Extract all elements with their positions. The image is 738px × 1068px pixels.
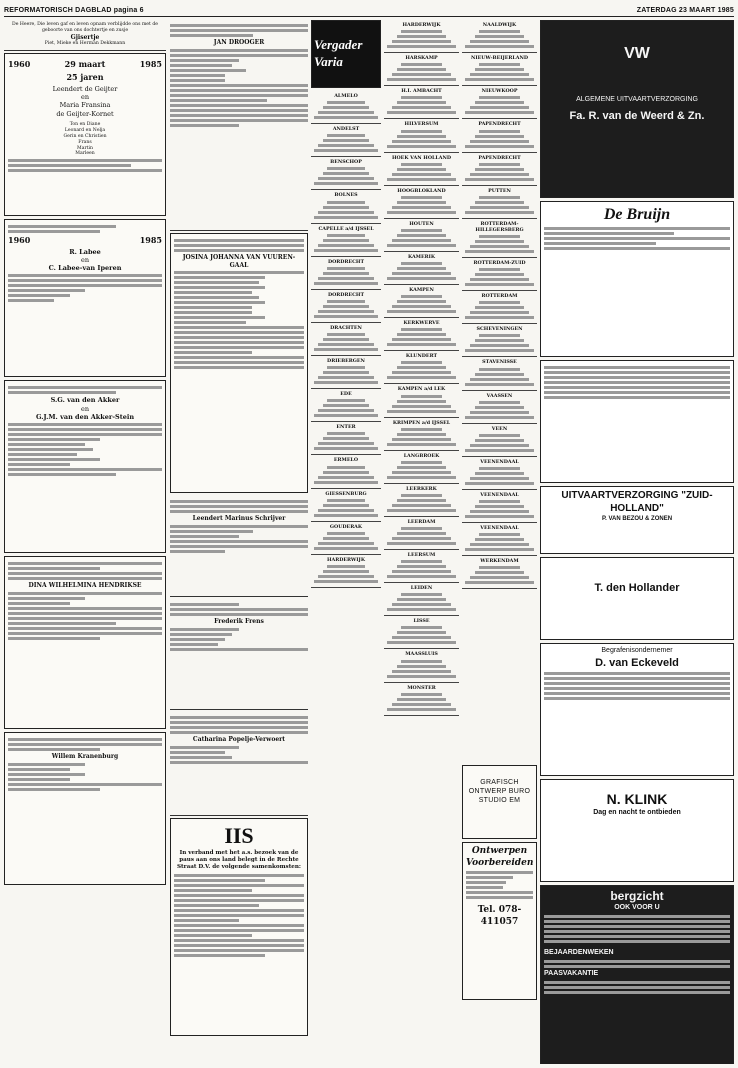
ad-title: De Bruijn bbox=[603, 206, 671, 223]
ad-sub: Dag en nacht te ontbieden bbox=[593, 808, 681, 816]
church-town: WERKENDAM bbox=[480, 558, 519, 565]
church-service-entry bbox=[384, 616, 459, 649]
church-service-entry bbox=[462, 556, 537, 589]
text-lines bbox=[312, 366, 380, 384]
text-lines bbox=[170, 628, 308, 651]
text-lines bbox=[463, 96, 536, 114]
text-lines bbox=[385, 163, 458, 181]
text-lines bbox=[312, 267, 380, 285]
church-town: EDE bbox=[340, 391, 352, 398]
text-lines bbox=[385, 96, 458, 114]
church-town: VEENENDAAL bbox=[480, 491, 519, 498]
text-lines bbox=[544, 227, 730, 250]
ad-sub: Begrafenisondernemer bbox=[601, 647, 673, 654]
text-lines bbox=[385, 130, 458, 148]
church-town: MAASSLUIS bbox=[405, 651, 438, 658]
ad-title: T. den Hollander bbox=[594, 582, 680, 594]
church-town: CAPELLE a/d IJSSEL bbox=[318, 225, 374, 232]
text-lines bbox=[544, 672, 730, 700]
church-service-entry bbox=[384, 683, 459, 716]
church-service-entry bbox=[462, 391, 537, 424]
ad-den-hollander bbox=[540, 557, 734, 640]
church-town: HOEK VAN HOLLAND bbox=[391, 154, 452, 161]
church-service-entry bbox=[384, 119, 459, 152]
church-town: DORDRECHT bbox=[327, 258, 365, 265]
text-lines bbox=[312, 333, 380, 351]
text-lines bbox=[385, 361, 458, 379]
church-list bbox=[462, 20, 537, 765]
anniversary-notice bbox=[4, 53, 166, 216]
church-service-entry bbox=[311, 555, 381, 588]
name: G.J.M. van den Akker-Stein bbox=[35, 412, 135, 421]
column-advertisements bbox=[540, 20, 734, 1064]
text-lines bbox=[174, 271, 304, 369]
text-lines bbox=[312, 466, 380, 484]
ad-title: D. van Eckeveld bbox=[595, 656, 679, 669]
text-lines bbox=[170, 500, 308, 513]
text-lines bbox=[463, 163, 536, 181]
year-left: 1960 bbox=[8, 235, 31, 246]
church-service-entry bbox=[384, 418, 459, 451]
church-service-entry bbox=[384, 583, 459, 616]
text-lines bbox=[312, 300, 380, 318]
text-lines bbox=[8, 274, 162, 302]
church-town: LANGBROEK bbox=[403, 452, 440, 459]
church-service-entry bbox=[311, 489, 381, 522]
text-lines bbox=[463, 268, 536, 286]
logo-text: Vergader Varia bbox=[314, 37, 363, 69]
obituary-title: JOSINA JOHANNA VAN VUUREN-GAAL bbox=[182, 254, 296, 269]
church-town: H.I. AMBACHT bbox=[401, 88, 442, 95]
ad-section: PAASVAKANTIE bbox=[544, 970, 599, 978]
church-town: LEERKERK bbox=[406, 485, 437, 492]
church-town: STAVENISSE bbox=[482, 359, 517, 366]
church-town: GOUDERAK bbox=[329, 523, 363, 530]
church-town: ROTTERDAM bbox=[481, 293, 518, 300]
ad-title: UITVAARTVERZORGING "ZUID-HOLLAND" bbox=[561, 490, 713, 514]
church-town: DRACHTEN bbox=[330, 324, 362, 331]
church-service-entry bbox=[311, 522, 381, 555]
church-service-entry bbox=[384, 451, 459, 484]
church-service-entry bbox=[384, 252, 459, 285]
studio-em-ad bbox=[462, 765, 537, 839]
church-town: KAMERIK bbox=[407, 253, 436, 260]
text-lines bbox=[385, 626, 458, 644]
church-town: ENTER bbox=[336, 424, 356, 431]
church-service-entry bbox=[462, 424, 537, 457]
masthead-left: REFORMATORISCH DAGBLAD pagina 6 bbox=[4, 6, 144, 14]
church-service-entry bbox=[384, 517, 459, 550]
church-town: BENSCHOP bbox=[330, 159, 362, 166]
obituary-title: Leendert Marinus Schrijver bbox=[192, 515, 286, 522]
anniversary-year-right: 1985 bbox=[139, 59, 162, 70]
ad-title: bergzicht bbox=[610, 889, 664, 903]
text-lines bbox=[312, 565, 380, 583]
text-lines bbox=[463, 566, 536, 584]
church-town: KAMPEN bbox=[409, 287, 434, 293]
text-lines bbox=[8, 562, 162, 580]
fourth-title: DINA WILHELMINA HENDRIKSE bbox=[28, 582, 142, 590]
text-lines bbox=[385, 395, 458, 413]
vergader-varia-logo bbox=[311, 20, 381, 88]
church-town: DRIEBERGEN bbox=[327, 358, 365, 364]
column-obituaries bbox=[170, 20, 308, 1064]
church-town: PUTTEN bbox=[488, 187, 511, 194]
name: R. Labee bbox=[69, 247, 101, 256]
church-service-entry bbox=[462, 523, 537, 556]
church-service-entry bbox=[311, 422, 381, 455]
text-lines bbox=[544, 915, 730, 943]
ontwerpen-ad bbox=[462, 842, 537, 1000]
third-notice bbox=[4, 380, 166, 553]
text-lines bbox=[312, 499, 380, 517]
church-service-entry bbox=[384, 484, 459, 517]
anniversary-header bbox=[8, 59, 162, 69]
church-town: DORDRECHT bbox=[327, 291, 365, 298]
text-lines bbox=[463, 235, 536, 253]
text-lines bbox=[385, 30, 458, 48]
church-town: NAALDWIJK bbox=[482, 22, 517, 28]
church-service-entry bbox=[311, 190, 381, 223]
obituary-title: Frederik Frens bbox=[214, 618, 264, 625]
text-lines bbox=[8, 423, 162, 476]
text-lines bbox=[170, 24, 308, 37]
text-lines bbox=[312, 532, 380, 550]
church-town: NIEUW-BEIJERLAND bbox=[470, 55, 529, 62]
year-right: 1985 bbox=[139, 235, 162, 246]
ad-logo: VW bbox=[624, 44, 650, 62]
text-lines bbox=[466, 871, 533, 899]
iris-announcement bbox=[170, 818, 308, 1036]
church-town: ALMELO bbox=[334, 93, 358, 99]
obituary-title: Catharina Popelje-Verwoert bbox=[192, 736, 286, 743]
obituary-title: JAN DROOGER bbox=[213, 39, 265, 46]
fifth-name: Willem Kranenburg bbox=[51, 753, 119, 761]
text-lines bbox=[8, 159, 162, 172]
text-lines bbox=[385, 229, 458, 247]
church-town: PAPENDRECHT bbox=[478, 121, 521, 128]
text-lines bbox=[463, 368, 536, 386]
text-lines bbox=[463, 301, 536, 319]
church-service-entry bbox=[462, 186, 537, 219]
anniversary-name: de Geijter-Kornet bbox=[56, 109, 114, 118]
child-name: Frans bbox=[78, 139, 92, 145]
church-service-entry bbox=[462, 53, 537, 86]
church-town: ROTTERDAM-ZUID bbox=[473, 260, 526, 266]
text-lines bbox=[463, 334, 536, 352]
church-service-entry bbox=[384, 384, 459, 417]
text-lines bbox=[312, 234, 380, 252]
second-anniversary-names bbox=[8, 248, 162, 273]
church-service-entry bbox=[311, 157, 381, 190]
church-town: VEEN bbox=[491, 425, 508, 432]
church-town: LISSE bbox=[413, 618, 430, 625]
church-town: ERMELO bbox=[333, 457, 359, 464]
birth-notice bbox=[4, 20, 166, 51]
column-church-services-1 bbox=[311, 20, 381, 1064]
ad-klink bbox=[540, 779, 734, 882]
text-lines bbox=[385, 63, 458, 81]
text-lines bbox=[174, 874, 304, 957]
child-name: Leonard en Nelja bbox=[64, 127, 106, 133]
church-town: PAPENDRECHT bbox=[478, 154, 521, 161]
church-service-entry bbox=[311, 91, 381, 124]
text-lines bbox=[385, 196, 458, 214]
ontwerpen-phone: Tel. 078-411057 bbox=[477, 905, 522, 927]
name: en bbox=[80, 255, 90, 264]
text-lines bbox=[385, 461, 458, 479]
church-service-entry bbox=[311, 224, 381, 257]
church-service-entry bbox=[311, 356, 381, 389]
church-town: HARSKAMP bbox=[405, 55, 438, 62]
ad-van-de-weerd bbox=[540, 20, 734, 198]
church-service-entry bbox=[384, 285, 459, 318]
text-lines bbox=[170, 716, 308, 734]
church-service-entry bbox=[311, 290, 381, 323]
church-service-entry bbox=[384, 550, 459, 583]
church-service-entry bbox=[384, 20, 459, 53]
church-service-entry bbox=[462, 258, 537, 291]
birth-notice-sign: Piet, Mieke en Herman Dekkmann bbox=[44, 41, 126, 47]
church-service-entry bbox=[462, 490, 537, 523]
church-town: VEENENDAAL bbox=[480, 458, 519, 465]
text-lines bbox=[385, 262, 458, 280]
text-lines bbox=[463, 533, 536, 551]
text-lines bbox=[385, 660, 458, 678]
ad-de-bruijn bbox=[540, 201, 734, 357]
church-town: ANDELST bbox=[332, 126, 360, 133]
church-service-entry bbox=[384, 53, 459, 86]
fourth-notice bbox=[4, 556, 166, 729]
church-town: BOLNES bbox=[334, 192, 358, 199]
anniversary-name: Maria Fransina bbox=[59, 101, 111, 110]
text-lines bbox=[8, 592, 162, 640]
text-lines bbox=[385, 328, 458, 346]
text-lines bbox=[385, 693, 458, 711]
name: en bbox=[80, 404, 90, 413]
church-service-entry bbox=[462, 20, 537, 53]
church-service-entry bbox=[462, 153, 537, 186]
church-town: HARDERWIJK bbox=[402, 22, 441, 28]
church-town: ROTTERDAM-HILLEGERSBERG bbox=[475, 220, 524, 233]
anniversary-children bbox=[8, 122, 162, 157]
church-service-entry bbox=[462, 219, 537, 258]
ontwerpen-title: Ontwerpen Voorbereiden bbox=[466, 846, 534, 868]
text-lines bbox=[463, 500, 536, 518]
anniversary-name: Leendert de Geijter bbox=[52, 84, 118, 93]
church-town: KRIMPEN a/d IJSSEL bbox=[392, 419, 451, 426]
text-lines bbox=[544, 960, 730, 968]
text-lines bbox=[385, 295, 458, 313]
text-lines bbox=[463, 63, 536, 81]
column-church-services-2 bbox=[384, 20, 459, 1064]
church-service-entry bbox=[384, 351, 459, 384]
church-service-entry bbox=[462, 357, 537, 390]
text-lines bbox=[544, 981, 730, 994]
church-town: KLUNDERT bbox=[405, 353, 438, 360]
fifth-notice bbox=[4, 732, 166, 885]
church-service-entry bbox=[311, 323, 381, 356]
text-lines bbox=[463, 30, 536, 48]
ad-sub: P. VAN BEZOU & ZONEN bbox=[601, 515, 673, 522]
text-lines bbox=[312, 432, 380, 450]
church-town: VAASSEN bbox=[486, 392, 513, 399]
child-name: Ton en Diane bbox=[69, 122, 101, 128]
church-town: LEERDAM bbox=[407, 518, 436, 525]
ad-bergzicht bbox=[540, 885, 734, 1064]
church-town: HARDERWIJK bbox=[326, 556, 365, 563]
iris-logo: IIS bbox=[224, 823, 254, 848]
obituary-frens bbox=[170, 599, 308, 710]
church-town: KAMPEN a/d LEK bbox=[397, 386, 446, 393]
church-service-entry bbox=[384, 153, 459, 186]
studio-text: GRAFISCH ONTWERP BURO STUDIO EM bbox=[468, 779, 531, 804]
birth-notice-text: De Heere, Die leven gaf en leven opnam verblijdde ons met de geboorte van ons dochtertje en zusje bbox=[12, 22, 158, 33]
church-town: VEENENDAAL bbox=[480, 525, 519, 531]
anniversary-names bbox=[8, 85, 162, 118]
ad-section: BEJAARDENWEKEN bbox=[544, 949, 614, 957]
text-lines bbox=[544, 366, 730, 399]
church-service-entry bbox=[311, 257, 381, 290]
text-lines bbox=[8, 225, 162, 233]
ad-zuid-holland bbox=[540, 486, 734, 554]
masthead-right: ZATERDAG 23 MAART 1985 bbox=[636, 6, 734, 14]
text-lines bbox=[463, 401, 536, 419]
text-lines bbox=[8, 386, 162, 394]
church-town: HOUTEN bbox=[409, 220, 434, 227]
anniversary-title: 25 jaren bbox=[66, 71, 104, 82]
name: S.G. van den Akker bbox=[50, 396, 120, 405]
text-lines bbox=[8, 763, 162, 791]
church-service-entry bbox=[462, 324, 537, 357]
church-town: NIEUWKOOP bbox=[481, 88, 518, 95]
text-lines bbox=[385, 527, 458, 545]
church-service-entry bbox=[311, 389, 381, 422]
text-lines bbox=[312, 201, 380, 219]
iris-title: In verband met het a.s. bezoek van de paus aan ons land belegt in de Rechte Straat D.V. de volgende samenkomsten: bbox=[177, 850, 301, 871]
anniversary-name: en bbox=[80, 93, 90, 102]
name: C. Labee-van Iperen bbox=[48, 264, 122, 273]
church-service-entry bbox=[384, 318, 459, 351]
text-lines bbox=[174, 239, 304, 252]
child-name: Marleen bbox=[75, 151, 95, 157]
ad-van-eckeveld bbox=[540, 643, 734, 776]
text-lines bbox=[312, 134, 380, 152]
text-lines bbox=[385, 494, 458, 512]
church-town: LEERSUM bbox=[407, 552, 436, 558]
second-anniversary-years bbox=[8, 235, 162, 245]
church-service-entry bbox=[384, 186, 459, 219]
text-lines bbox=[463, 130, 536, 148]
text-lines bbox=[463, 434, 536, 452]
ad-name: Fa. R. van de Weerd & Zn. bbox=[569, 109, 705, 122]
church-town: LEIDEN bbox=[410, 585, 433, 592]
church-service-entry bbox=[311, 455, 381, 488]
text-lines bbox=[385, 428, 458, 446]
church-service-entry bbox=[462, 457, 537, 490]
text-lines bbox=[8, 738, 162, 751]
third-names bbox=[8, 396, 162, 421]
column-church-services-3 bbox=[462, 20, 537, 1064]
text-lines bbox=[170, 746, 308, 764]
ad-rooz bbox=[540, 360, 734, 483]
text-lines bbox=[385, 560, 458, 578]
text-lines bbox=[312, 399, 380, 417]
child-name: Gerin en Christien bbox=[63, 133, 107, 139]
anniversary-year-left: 1960 bbox=[8, 59, 31, 70]
ad-title: N. KLINK bbox=[606, 791, 668, 807]
church-service-entry bbox=[462, 86, 537, 119]
second-anniversary-notice bbox=[4, 219, 166, 377]
church-service-entry bbox=[311, 124, 381, 157]
obituary-van-vuuren bbox=[170, 233, 308, 493]
church-list bbox=[311, 91, 381, 588]
church-town: MONSTER bbox=[407, 684, 436, 691]
church-town: SCHEVENINGEN bbox=[476, 326, 523, 333]
church-town: GIESSENBURG bbox=[325, 490, 367, 497]
column-family-notices bbox=[4, 20, 166, 1064]
text-lines bbox=[312, 167, 380, 185]
church-service-entry bbox=[462, 119, 537, 152]
church-town: HILVERSUM bbox=[404, 121, 439, 128]
church-list bbox=[384, 20, 459, 716]
church-town: KERKWERVE bbox=[403, 320, 440, 327]
text-lines bbox=[312, 101, 380, 119]
birth-notice-name: Gjisertje bbox=[70, 33, 100, 41]
text-lines bbox=[463, 467, 536, 485]
text-lines bbox=[385, 593, 458, 611]
church-service-entry bbox=[384, 219, 459, 252]
obituary-popelje bbox=[170, 712, 308, 816]
church-service-entry bbox=[462, 291, 537, 324]
text-lines bbox=[170, 525, 308, 553]
masthead bbox=[4, 4, 734, 17]
anniversary-date: 29 maart bbox=[64, 59, 106, 70]
text-lines bbox=[170, 49, 308, 127]
text-lines bbox=[463, 196, 536, 214]
church-service-entry bbox=[384, 649, 459, 682]
ad-sub: OOK VOOR U bbox=[614, 904, 660, 912]
obituary-schrijver bbox=[170, 496, 308, 597]
obituary-drooger bbox=[170, 20, 308, 231]
text-lines bbox=[170, 603, 308, 616]
ad-title: ALGEMENE UITVAARTVERZORGING bbox=[576, 96, 698, 103]
child-name: Martin bbox=[77, 145, 93, 151]
church-service-entry bbox=[384, 86, 459, 119]
church-town: HOOGBLOKLAND bbox=[397, 187, 446, 194]
